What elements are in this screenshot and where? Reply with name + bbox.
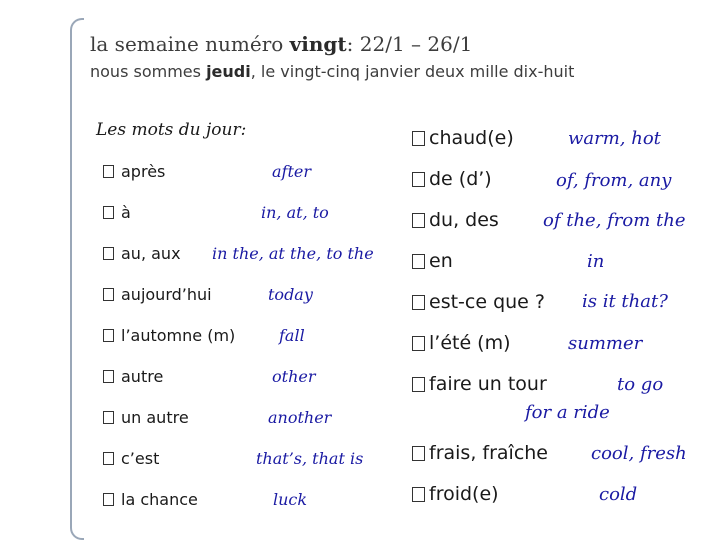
page-title: la semaine numéro vingt: 22/1 – 26/1: [90, 32, 473, 56]
vocab-item-fr: frais, fraîche: [412, 442, 548, 464]
week-number: vingt: [289, 32, 347, 56]
vocab-item-en: to go: [617, 374, 664, 395]
vocab-item-fr: l’automne (m): [103, 326, 235, 345]
checkbox-icon: [103, 452, 114, 465]
vocab-item-en: other: [272, 367, 316, 386]
vocab-item-en: is it that?: [582, 291, 668, 312]
vocab-item-en: summer: [568, 333, 643, 354]
vocab-item-fr: faire un tour: [412, 373, 547, 395]
vocab-item-fr: du, des: [412, 209, 499, 231]
checkbox-icon: [103, 411, 114, 424]
date-line: nous sommes jeudi, le vingt-cinq janvier deux mille dix-huit: [90, 62, 575, 81]
vocab-item-fr: en: [412, 250, 453, 272]
checkbox-icon: [412, 336, 425, 351]
vocab-item-en: in the, at the, to the: [212, 244, 374, 263]
checkbox-icon: [412, 172, 425, 187]
vocab-item-en: that’s, that is: [256, 449, 364, 468]
checkbox-icon: [412, 295, 425, 310]
vocab-item-fr: est-ce que ?: [412, 291, 545, 313]
checkbox-icon: [412, 487, 425, 502]
vocab-item-en: of the, from the: [543, 210, 686, 231]
checkbox-icon: [412, 446, 425, 461]
checkbox-icon: [412, 254, 425, 269]
checkbox-icon: [103, 165, 114, 178]
vocab-item-fr: c’est: [103, 449, 159, 468]
vocab-item-fr: l’été (m): [412, 332, 511, 354]
vocab-item-en: cool, fresh: [591, 443, 687, 464]
vocab-item-fr: de (d’): [412, 168, 492, 190]
vocab-item-fr: la chance: [103, 490, 198, 509]
checkbox-icon: [103, 329, 114, 342]
vocab-item-en: luck: [273, 490, 308, 509]
vocab-item-en: in: [587, 251, 605, 272]
vocab-item-en: warm, hot: [568, 128, 661, 149]
checkbox-icon: [103, 370, 114, 383]
checkbox-icon: [412, 377, 425, 392]
checkbox-icon: [103, 288, 114, 301]
vocab-item-en: fall: [279, 326, 305, 345]
vocab-item-fr: à: [103, 203, 131, 222]
vocab-item-fr: après: [103, 162, 165, 181]
vocab-item-fr: chaud(e): [412, 127, 514, 149]
vocab-item-en-continued: for a ride: [525, 402, 610, 423]
slide-frame-border: [70, 18, 84, 540]
vocab-heading: Les mots du jour:: [96, 120, 247, 140]
checkbox-icon: [103, 247, 114, 260]
vocab-item-en: another: [268, 408, 332, 427]
vocab-item-fr: autre: [103, 367, 163, 386]
vocab-item-fr: un autre: [103, 408, 189, 427]
vocab-item-fr: aujourd’hui: [103, 285, 212, 304]
vocab-item-fr: au, aux: [103, 244, 181, 263]
vocab-item-en: in, at, to: [261, 203, 329, 222]
checkbox-icon: [103, 493, 114, 506]
vocab-item-en: today: [268, 285, 313, 304]
checkbox-icon: [412, 213, 425, 228]
vocab-item-en: of, from, any: [556, 170, 672, 191]
vocab-item-fr: froid(e): [412, 483, 499, 505]
vocab-item-en: after: [272, 162, 312, 181]
checkbox-icon: [103, 206, 114, 219]
vocab-item-en: cold: [599, 484, 638, 505]
checkbox-icon: [412, 131, 425, 146]
day-name: jeudi: [206, 62, 251, 81]
